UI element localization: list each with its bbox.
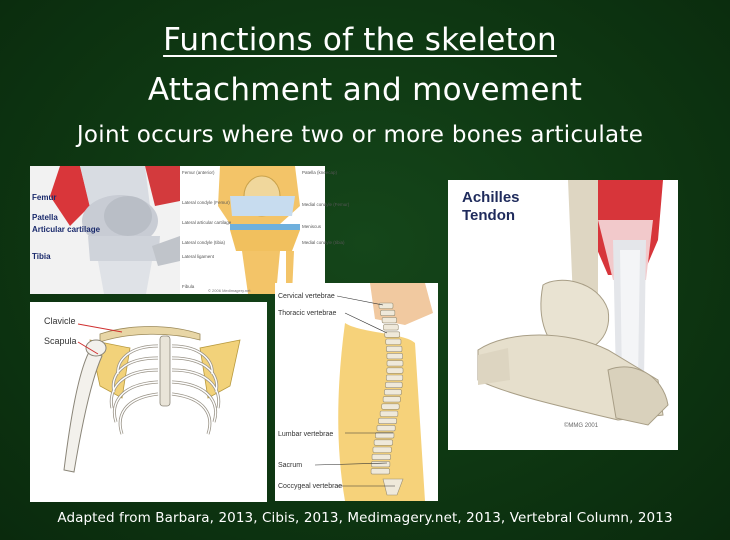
vertebra-shape: [387, 368, 403, 374]
vertebra-shape: [387, 353, 403, 359]
shoulder-label-clavicle: Clavicle: [44, 316, 76, 326]
vertebra-shape: [381, 310, 395, 316]
knee-small-label-9: Meniscus: [302, 224, 322, 229]
spine-label-thoracic: Thoracic vertebrae: [278, 310, 337, 317]
vertebra-shape: [382, 317, 397, 323]
slide-body-text: Joint occurs where two or more bones articulate: [76, 122, 644, 148]
vertebra-shape: [382, 404, 400, 410]
achilles-title-line2: Tendon: [462, 207, 516, 224]
knee-small-label-8: Medial condyle (Femur): [302, 202, 350, 207]
knee-small-label-6: Fibula: [182, 284, 195, 289]
vertebra-shape: [383, 397, 400, 403]
vertebra-shape: [386, 375, 403, 381]
vertebra-shape: [379, 303, 393, 309]
achilles-credit: ©MMG 2001: [564, 423, 599, 429]
knee-label-patella: Patella: [32, 213, 58, 222]
image-credits-caption: Adapted from Barbara, 2013, Cibis, 2013, Medimagery.net, 2013, Vertebral Column, 2013: [57, 510, 673, 526]
vertebral-column-image: [275, 283, 438, 501]
shoulder-label-scapula: Scapula: [44, 336, 77, 346]
knee-small-label-7: Patella (kneecap): [302, 170, 338, 175]
knee-small-label-1: Femur (anterior): [182, 170, 215, 175]
vertebra-shape: [384, 389, 401, 395]
vertebra-shape: [371, 469, 390, 475]
knee-label-femur: Femur: [32, 193, 57, 202]
vertebra-shape: [374, 440, 393, 446]
knee-small-label-3: Lateral articular cartilage: [182, 220, 232, 225]
vertebra-shape: [384, 325, 399, 331]
knee-small-label-5: Lateral ligament: [182, 254, 215, 259]
vertebra-shape: [380, 411, 398, 417]
vertebra-shape: [372, 454, 391, 460]
vertebra-shape: [386, 346, 402, 352]
vertebra-shape: [379, 418, 397, 424]
vertebra-shape: [385, 382, 402, 388]
shoulder-girdle-image: [30, 302, 267, 502]
vertebra-shape: [373, 447, 392, 453]
spine-label-lumbar: Lumbar vertebrae: [278, 431, 334, 438]
knee-joint-image: [30, 166, 350, 294]
knee-small-label-4: Lateral condyle (tibia): [182, 240, 226, 245]
vertebra-shape: [371, 461, 390, 467]
achilles-title-line1: Achilles: [462, 189, 520, 206]
spine-label-sacrum: Sacrum: [278, 462, 303, 469]
vertebra-shape: [375, 433, 394, 439]
vertebra-shape: [386, 339, 401, 345]
spine-label-coccygeal: Coccygeal vertebrae: [278, 483, 343, 490]
spine-label-cervical: Cervical vertebrae: [278, 293, 335, 300]
vertebra-shape: [385, 332, 400, 338]
knee-label-articular-cartilage: Articular cartilage: [32, 225, 101, 234]
knee-label-tibia: Tibia: [32, 252, 51, 261]
vertebra-shape: [387, 361, 403, 367]
achilles-tendon-image: [448, 180, 678, 450]
slide-title: Functions of the skeleton: [163, 22, 557, 58]
vertebra-shape: [377, 425, 395, 431]
knee-small-label-2: Lateral condyle (Femur): [182, 200, 230, 205]
knee-small-label-10: Medial condyle (tibia): [302, 240, 345, 245]
slide-subtitle: Attachment and movement: [147, 72, 583, 108]
knee-credit: © 2006 Medimagery.net: [208, 288, 251, 293]
